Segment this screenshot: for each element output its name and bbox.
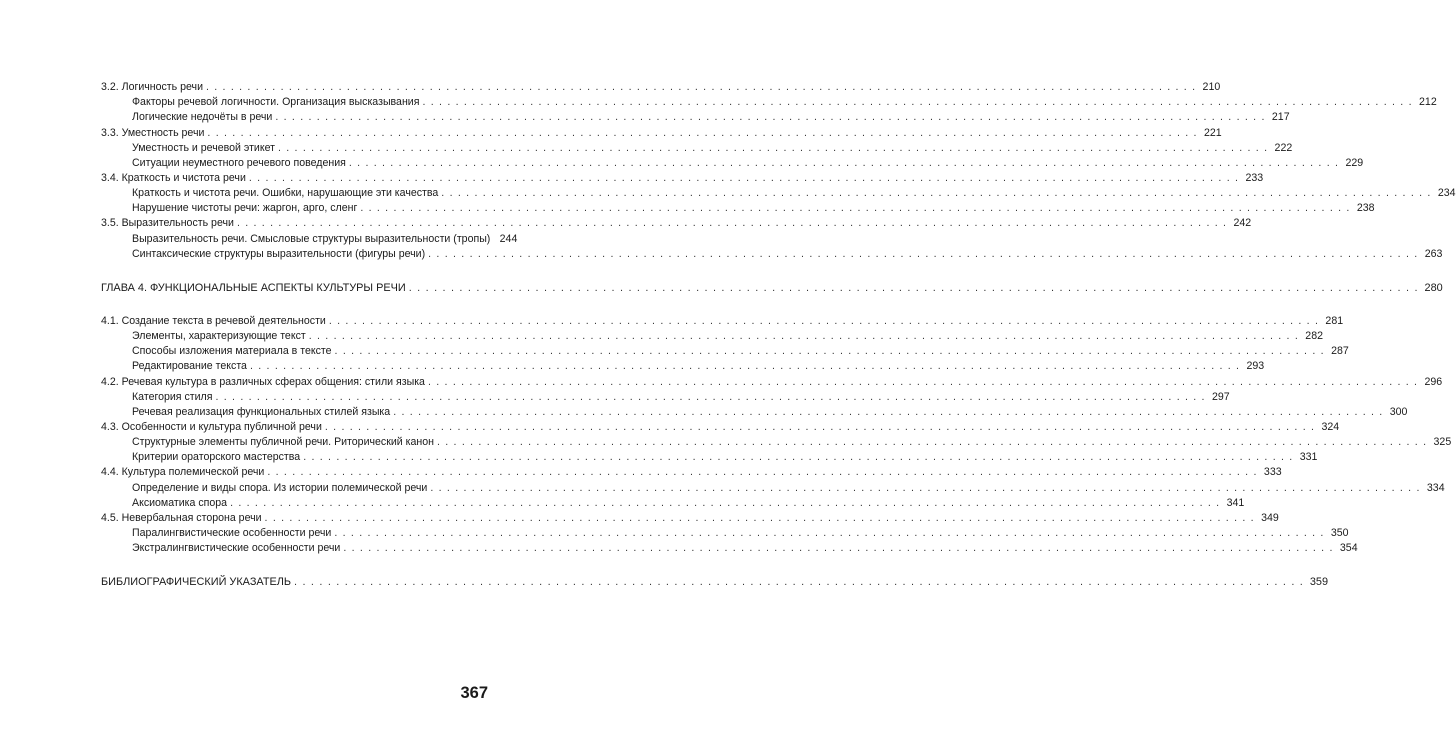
toc-entry-title: БИБЛИОГРАФИЧЕСКИЙ УКАЗАТЕЛЬ: [101, 576, 292, 589]
toc-section-entry: [101, 313, 1344, 328]
toc-entry-page: 221: [1203, 126, 1222, 139]
toc-dot-leader: . . . . . . . . . . . . . . . . . . . . . . . . . . . . . . . . . . . . . . . . . . . . . . . . . . . . . . . . . . . . . . . . . . . . . . . . . . . . . . . . . . . . . . . . . . . . . . . . . . . . . . . . . . . . . . . . . . . . . . . .: [275, 111, 1266, 124]
table-of-contents: [101, 79, 1456, 589]
toc-entry-page: 287: [1331, 345, 1349, 358]
toc-entry-title: Определение и виды спора. Из истории полемической речи: [132, 481, 428, 494]
toc-entry-title: Способы изложения материала в тексте: [132, 345, 332, 358]
toc-dot-leader: . . . . . . . . . . . . . . . . . . . . . . . . . . . . . . . . . . . . . . . . . . . . . . . . . . . . . . . . . . . . . . . . . . . . . . . . . . . . . . . . . . . . . . . . . . . . . . . . . . . . . . . . . . . . . . . . . . . . . . . .: [236, 217, 1228, 230]
toc-entry-page: 233: [1245, 171, 1264, 184]
toc-entry-page: 300: [1389, 405, 1408, 418]
toc-dot-leader: . . . . . . . . . . . . . . . . . . . . . . . . . . . . . . . . . . . . . . . . . . . . . . . . . . . . . . . . . . . . . . . . . . . . . . . . . . . . . . . . . . . . . . . . . . . . . . . . . . . . . . . . . . . . . . . . . . . . . . . .: [436, 436, 1428, 449]
toc-entry-title: 4.5. Невербальная сторона речи: [101, 511, 262, 524]
toc-entry-title: 3.2. Логичность речи: [101, 81, 203, 94]
toc-dot-leader: . . . . . . . . . . . . . . . . . . . . . . . . . . . . . . . . . . . . . . . . . . . . . . . . . . . . . . . . . . . . . . . . . . . . . . . . . . . . . . . . . . . . . . . . . . . . . . . . . . . . . . . . . . . . . . . . . . . . . . . .: [205, 81, 1197, 94]
toc-dot-leader: . . . . . . . . . . . . . . . . . . . . . . . . . . . . . . . . . . . . . . . . . . . . . . . . . . . . . . . . . . . . . . . . . . . . . . . . . . . . . . . . . . . . . . . . . . . . . . . . . . . . . . . . . . . . . . . . . . . . . . . .: [360, 202, 1351, 215]
toc-entry-page: 333: [1263, 466, 1282, 479]
toc-subsection-entry: [101, 495, 1245, 510]
page-number: 367: [460, 684, 488, 702]
toc-entry-page: 359: [1309, 576, 1328, 589]
toc-entry-page: 229: [1345, 156, 1364, 169]
toc-dot-leader: . . . . . . . . . . . . . . . . . . . . . . . . . . . . . . . . . . . . . . . . . . . . . . . . . . . . . . . . . . . . . . . . . . . . . . . . . . . . . . . . . . . . . . . . . . . . . . . . . . . . . . . . . . . . . . . . . . . . . . . .: [408, 281, 1419, 294]
toc-entry-page: 280: [1424, 281, 1443, 294]
toc-subsection-entry: [101, 246, 1443, 261]
toc-entry-page: 282: [1305, 330, 1323, 343]
toc-entry-page: 210: [1202, 81, 1221, 94]
toc-entry-title: Нарушение чистоты речи: жаргон, арго, сленг: [132, 202, 358, 215]
toc-entry-page: 281: [1325, 314, 1344, 327]
toc-dot-leader: . . . . . . . . . . . . . . . . . . . . . . . . . . . . . . . . . . . . . . . . . . . . . . . . . . . . . . . . . . . . . . . . . . . . . . . . . . . . . . . . . . . . . . . . . . . . . . . . . . . . . . . . . . . . . . . . . . . . . . . .: [277, 141, 1269, 154]
toc-entry-page: 341: [1226, 496, 1245, 509]
toc-dot-leader: . . . . . . . . . . . . . . . . . . . . . . . . . . . . . . . . . . . . . . . . . . . . . . . . . . . . . . . . . . . . . . . . . . . . . . . . . . . . . . . . . . . . . . . . . . . . . . . . . . . . . . . . . . . . . . . . . . . . . . . .: [249, 360, 1241, 373]
toc-dot-leader: . . . . . . . . . . . . . . . . . . . . . . . . . . . . . . . . . . . . . . . . . . . . . . . . . . . . . . . . . . . . . . . . . . . . . . . . . . . . . . . . . . . . . . . . . . . . . . . . . . . . . . . . . . . . . . . . . . . . . . . .: [343, 542, 1334, 555]
toc-subsection-entry: [101, 343, 1349, 358]
toc-entry-title: Паралингвистические особенности речи: [132, 526, 332, 539]
toc-chapter4-entry: [101, 280, 1443, 295]
toc-dot-leader: . . . . . . . . . . . . . . . . . . . . . . . . . . . . . . . . . . . . . . . . . . . . . . . . . . . . . . . . . . . . . . . . . . . . . . . . . . . . . . . . . . . . . . . . . . . . . . . . . . . . . . . . . . . . . . . . . . . . . . . .: [430, 481, 1421, 494]
toc-subsection-entry: [101, 389, 1230, 404]
toc-entry-title: Логические недочёты в речи: [132, 111, 273, 124]
toc-entry-title: Редактирование текста: [132, 360, 247, 373]
toc-entry-title: ГЛАВА 4. ФУНКЦИОНАЛЬНЫЕ АСПЕКТЫ КУЛЬТУРЫ РЕЧИ: [101, 281, 406, 294]
toc-section-entry: [101, 124, 1222, 139]
toc-entry-page: 222: [1274, 141, 1293, 154]
toc-entry-title: 3.3. Уместность речи: [101, 126, 205, 139]
toc-subsection-entry: [101, 540, 1358, 555]
toc-section-entry: [101, 170, 1264, 185]
toc-entry-page: 212: [1419, 96, 1437, 109]
toc-entry-page: 296: [1424, 375, 1443, 388]
toc-entry-page: 242: [1233, 217, 1252, 230]
toc-dot-leader: . . . . . . . . . . . . . . . . . . . . . . . . . . . . . . . . . . . . . . . . . . . . . . . . . . . . . . . . . . . . . . . . . . . . . . . . . . . . . . . . . . . . . . . . . . . . . . . . . . . . . . . . . . . . . . . . . . . . . . . .: [393, 405, 1384, 418]
toc-entry-title: Ситуации неуместного речевого поведения: [132, 156, 346, 169]
toc-dot-leader: . . . . . . . . . . . . . . . . . . . . . . . . . . . . . . . . . . . . . . . . . . . . . . . . . . . . . . . . . . . . . . . . . . . . . . . . . . . . . . . . . . . . . . . . . . . . . . . . . . . . . . . . . . . . . . . . . . . . . . . .: [248, 171, 1240, 184]
toc-entry-title: Выразительность речи. Смысловые структуры выразительности (тропы): [132, 232, 491, 245]
toc-entry-page: 324: [1321, 420, 1340, 433]
toc-subsection-entry: [101, 109, 1290, 124]
toc-subsection-entry: [101, 155, 1364, 170]
toc-entry-page: 349: [1261, 511, 1279, 524]
toc-dot-leader: . . . . . . . . . . . . . . . . . . . . . . . . . . . . . . . . . . . . . . . . . . . . . . . . . . . . . . . . . . . . . . . . . . . . . . . . . . . . . . . . . . . . . . . . . . . . . . . . . . . . . . . . . . . . . . . . . . . . . . . .: [428, 247, 1419, 260]
toc-dot-leader: . . . . . . . . . . . . . . . . . . . . . . . . . . . . . . . . . . . . . . . . . . . . . . . . . . . . . . . . . . . . . . . . . . . . . . . . . . . . . . . . . . . . . . . . . . . . . . . . . . . . . . . . . . . . . . . . . . . . . . . .: [427, 375, 1419, 388]
toc-entry-page: 217: [1271, 111, 1290, 124]
toc-section-entry: [101, 373, 1443, 388]
toc-subsection-entry: [101, 449, 1318, 464]
toc-section-entry: [101, 79, 1221, 94]
toc-entry-title: Экстралингвистические особенности речи: [132, 542, 341, 555]
toc-entry-page: 244: [499, 232, 518, 245]
toc-dot-leader: . . . . . . . . . . . . . . . . . . . . . . . . . . . . . . . . . . . . . . . . . . . . . . . . . . . . . . . . . . . . . . . . . . . . . . . . . . . . . . . . . . . . . . . . . . . . . . . . . . . . . . . . . . . . . . . . . . . . . . . .: [422, 96, 1413, 109]
toc-entry-page: 350: [1330, 526, 1349, 539]
toc-entry-page: 297: [1212, 390, 1230, 403]
toc-subsection-entry: [101, 94, 1437, 109]
toc-section-chapter4: [101, 313, 1452, 555]
toc-entry-page: 331: [1299, 451, 1318, 464]
toc-dot-leader: . . . . . . . . . . . . . . . . . . . . . . . . . . . . . . . . . . . . . . . . . . . . . . . . . . . . . . . . . . . . . . . . . . . . . . . . . . . . . . . . . . . . . . . . . . . . . . . . . . . . . . . . . . . . . . . . . . . . . . . .: [303, 451, 1294, 464]
toc-entry-title: Синтаксические структуры выразительности (фигуры речи): [132, 247, 426, 260]
toc-entry-page: 325: [1433, 436, 1452, 449]
toc-section-entry: [101, 464, 1282, 479]
toc-entry-page: 293: [1246, 360, 1265, 373]
toc-entry-title: 4.2. Речевая культура в различных сферах общения: стили языка: [101, 375, 425, 388]
toc-entry-title: 4.3. Особенности и культура публичной речи: [101, 420, 322, 433]
toc-subsection-entry: [101, 230, 518, 245]
toc-section-entry: [101, 510, 1279, 525]
toc-dot-leader: . . . . . . . . . . . . . . . . . . . . . . . . . . . . . . . . . . . . . . . . . . . . . . . . . . . . . . . . . . . . . . . . . . . . . . . . . . . . . . . . . . . . . . . . . . . . . . . . . . . . . . . . . . . . . . . . . . . . . . . .: [215, 390, 1206, 403]
toc-dot-leader: . . . . . . . . . . . . . . . . . . . . . . . . . . . . . . . . . . . . . . . . . . . . . . . . . . . . . . . . . . . . . . . . . . . . . . . . . . . . . . . . . . . . . . . . . . . . . . . . . . . . . . . . . . . . . . . . . . . . . . . .: [441, 187, 1432, 200]
toc-dot-leader: . . . . . . . . . . . . . . . . . . . . . . . . . . . . . . . . . . . . . . . . . . . . . . . . . . . . . . . . . . . . . . . . . . . . . . . . . . . . . . . . . . . . . . . . . . . . . . . . . . . . . . . . . . . . . . . . . . . . . . . .: [264, 511, 1255, 524]
toc-dot-leader: . . . . . . . . . . . . . . . . . . . . . . . . . . . . . . . . . . . . . . . . . . . . . . . . . . . . . . . . . . . . . . . . . . . . . . . . . . . . . . . . . . . . . . . . . . . . . . . . . . . . . . . . . . . . . . . . . . . . . . . .: [207, 126, 1198, 139]
toc-entry-page: 234: [1437, 187, 1456, 200]
toc-entry-title: Элементы, характеризующие текст: [132, 330, 306, 343]
toc-section-entry: [101, 215, 1252, 230]
toc-entry-title: Речевая реализация функциональных стилей языка: [132, 405, 391, 418]
toc-dot-leader: . . . . . . . . . . . . . . . . . . . . . . . . . . . . . . . . . . . . . . . . . . . . . . . . . . . . . . . . . . . . . . . . . . . . . . . . . . . . . . . . . . . . . . . . . . . . . . . . . . . . . . . . . . . . . . . . . . . . . . . .: [324, 420, 1316, 433]
toc-section-entry: [101, 419, 1340, 434]
toc-entry-page: 354: [1339, 542, 1358, 555]
toc-dot-leader: . . . . . . . . . . . . . . . . . . . . . . . . . . . . . . . . . . . . . . . . . . . . . . . . . . . . . . . . . . . . . . . . . . . . . . . . . . . . . . . . . . . . . . . . . . . . . . . . . . . . . . . . . . . . . . . . . . . . . . . .: [308, 330, 1299, 343]
toc-bibliography-entry: [101, 574, 1328, 589]
toc-dot-leader: . . . . . . . . . . . . . . . . . . . . . . . . . . . . . . . . . . . . . . . . . . . . . . . . . . . . . . . . . . . . . . . . . . . . . . . . . . . . . . . . . . . . . . . . . . . . . . . . . . . . . . . . . . . . . . . . . . . . . . . .: [328, 314, 1320, 327]
toc-subsection-entry: [101, 434, 1452, 449]
toc-entry-title: 3.4. Краткость и чистота речи: [101, 171, 246, 184]
toc-entry-title: Категория стиля: [132, 390, 213, 403]
toc-subsection-entry: [101, 328, 1323, 343]
toc-entry-title: Краткость и чистота речи. Ошибки, нарушающие эти качества: [132, 187, 439, 200]
toc-subsection-entry: [101, 358, 1265, 373]
toc-dot-leader: . . . . . . . . . . . . . . . . . . . . . . . . . . . . . . . . . . . . . . . . . . . . . . . . . . . . . . . . . . . . . . . . . . . . . . . . . . . . . . . . . . . . . . . . . . . . . . . . . . . . . . . . . . . . . . . . . . . . . . . .: [294, 576, 1304, 589]
toc-entry-page: 238: [1356, 202, 1375, 215]
toc-dot-leader: . . . . . . . . . . . . . . . . . . . . . . . . . . . . . . . . . . . . . . . . . . . . . . . . . . . . . . . . . . . . . . . . . . . . . . . . . . . . . . . . . . . . . . . . . . . . . . . . . . . . . . . . . . . . . . . . . . . . . . . .: [348, 156, 1340, 169]
toc-dot-leader: . . . . . . . . . . . . . . . . . . . . . . . . . . . . . . . . . . . . . . . . . . . . . . . . . . . . . . . . . . . . . . . . . . . . . . . . . . . . . . . . . . . . . . . . . . . . . . . . . . . . . . . . . . . . . . . . . . . . . . . .: [334, 526, 1325, 539]
toc-entry-title: 4.1. Создание текста в речевой деятельности: [101, 314, 326, 327]
toc-entry-title: Аксиоматика спора: [132, 496, 228, 509]
toc-entry-title: Критерии ораторского мастерства: [132, 451, 301, 464]
toc-subsection-entry: [101, 525, 1349, 540]
toc-entry-title: 3.5. Выразительность речи: [101, 217, 234, 230]
toc-section-chapter3: [101, 79, 1456, 261]
toc-subsection-entry: [101, 200, 1375, 215]
toc-subsection-entry: [101, 479, 1445, 494]
toc-dot-leader: . . . . . . . . . . . . . . . . . . . . . . . . . . . . . . . . . . . . . . . . . . . . . . . . . . . . . . . . . . . . . . . . . . . . . . . . . . . . . . . . . . . . . . . . . . . . . . . . . . . . . . . . . . . . . . . . . . . . . . . .: [230, 496, 1221, 509]
toc-entry-title: Структурные элементы публичной речи. Риторический канон: [132, 436, 434, 449]
toc-entry-title: Уместность и речевой этикет: [132, 141, 275, 154]
toc-dot-leader: . . . . . . . . . . . . . . . . . . . . . . . . . . . . . . . . . . . . . . . . . . . . . . . . . . . . . . . . . . . . . . . . . . . . . . . . . . . . . . . . . . . . . . . . . . . . . . . . . . . . . . . . . . . . . . . . . . . . . . . .: [267, 466, 1258, 479]
toc-subsection-entry: [101, 140, 1293, 155]
toc-entry-title: Факторы речевой логичности. Организация высказывания: [132, 96, 420, 109]
toc-entry-page: 263: [1424, 247, 1443, 260]
toc-subsection-entry: [101, 185, 1456, 200]
toc-entry-title: 4.4. Культура полемической речи: [101, 466, 265, 479]
toc-entry-page: 334: [1426, 481, 1445, 494]
toc-dot-leader: . . . . . . . . . . . . . . . . . . . . . . . . . . . . . . . . . . . . . . . . . . . . . . . . . . . . . . . . . . . . . . . . . . . . . . . . . . . . . . . . . . . . . . . . . . . . . . . . . . . . . . . . . . . . . . . . . . . . . . . .: [334, 345, 1325, 358]
toc-subsection-entry: [101, 404, 1408, 419]
